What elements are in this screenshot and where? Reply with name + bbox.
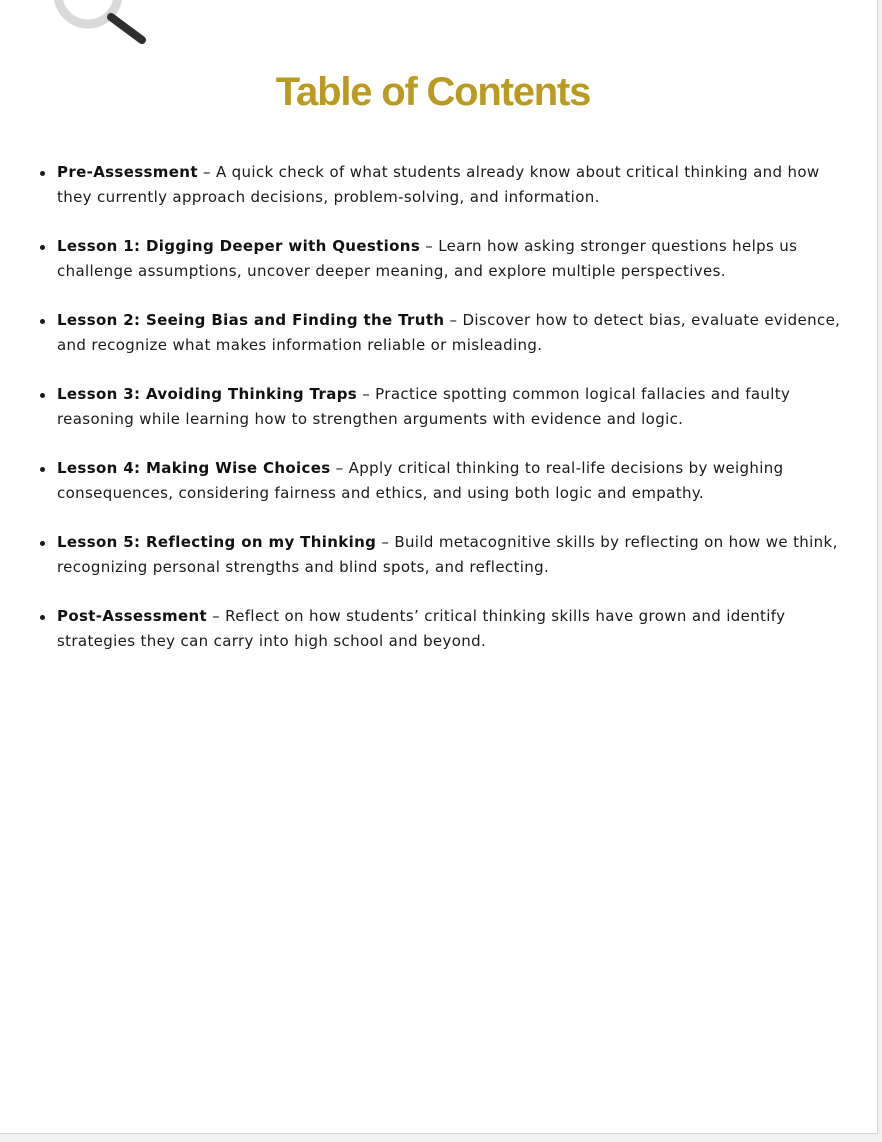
toc-item-lesson-5	[57, 530, 850, 580]
toc-item-title: Lesson 3: Avoiding Thinking Traps	[57, 385, 358, 403]
toc-item-title: Post-Assessment	[57, 607, 208, 625]
toc-item-description: Apply critical thinking to real-life decisions by weighing consequences, considering fairness and ethics, and using both logic and empathy.	[57, 459, 784, 502]
toc-item-description: Reflect on how students’ critical thinking skills have grown and identify strategies they can carry into high school and beyond.	[57, 607, 786, 650]
toc-item-separator: –	[330, 459, 349, 477]
toc-item-description: A quick check of what students already know about critical thinking and how they currently approach decisions, problem-solving, and information.	[57, 163, 820, 206]
toc-item-title: Pre-Assessment	[57, 163, 198, 181]
toc-item-separator: –	[444, 311, 463, 329]
toc-item-separator: –	[197, 163, 216, 181]
toc-item-lesson-3	[57, 382, 850, 432]
toc-item-title: Lesson 2: Seeing Bias and Finding the Truth	[57, 311, 445, 329]
toc-item-lesson-2	[57, 308, 850, 358]
toc-item-description: Discover how to detect bias, evaluate evidence, and recognize what makes information reliable or misleading.	[57, 311, 841, 354]
toc-item-separator: –	[420, 237, 439, 255]
toc-item-separator: –	[207, 607, 226, 625]
toc-item-lesson-4	[57, 456, 850, 506]
toc-item-title: Lesson 1: Digging Deeper with Questions	[57, 237, 421, 255]
toc-item-description: Practice spotting common logical fallacies and faulty reasoning while learning how to strengthen arguments with evidence and logic.	[57, 385, 791, 428]
page-title: Table of Contents	[275, 70, 591, 114]
toc-item-description: Build metacognitive skills by reflecting on how we think, recognizing personal strengths and blind spots, and reflecting.	[57, 533, 838, 576]
toc-item-title: Lesson 4: Making Wise Choices	[57, 459, 331, 477]
magnifying-glass-icon	[38, 0, 158, 50]
table-of-contents-list	[0, 160, 850, 678]
toc-item-description: Learn how asking stronger questions helps us challenge assumptions, uncover deeper meaning, and explore multiple perspectives.	[57, 237, 798, 280]
toc-item-separator: –	[376, 533, 395, 551]
toc-item-lesson-1	[57, 234, 850, 284]
toc-item-separator: –	[357, 385, 376, 403]
toc-item-pre-assessment	[57, 160, 850, 210]
toc-item-post-assessment	[57, 604, 850, 654]
toc-item-title: Lesson 5: Reflecting on my Thinking	[57, 533, 377, 551]
